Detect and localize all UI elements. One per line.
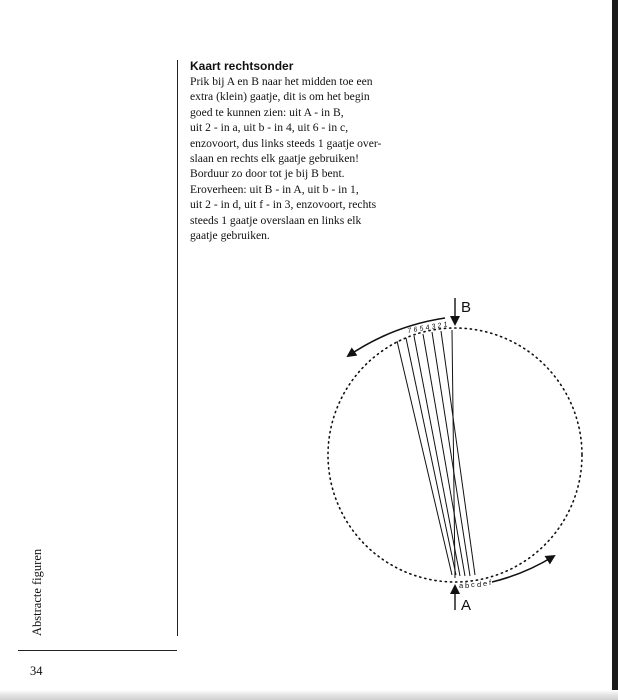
hole-label: 5 <box>418 325 425 333</box>
stitch-lines <box>397 330 475 578</box>
hole-label: 4 <box>424 324 431 332</box>
page-edge <box>612 0 618 700</box>
section-title: Abstracte figuren <box>30 548 44 636</box>
top-hole-labels <box>407 321 448 335</box>
stitch-diagram <box>320 290 600 620</box>
page-shadow <box>0 690 618 700</box>
bottom-hole-labels <box>459 578 492 590</box>
instruction-line: steeds 1 gaatje overslaan en links elk <box>190 213 362 227</box>
arrow-clockwise <box>492 556 554 582</box>
instruction-line: slaan en rechts elk gaatje gebruiken! <box>190 152 359 166</box>
label-b: B <box>461 299 472 316</box>
hole-label: f <box>489 578 492 587</box>
column-divider <box>177 60 178 636</box>
instruction-line: uit 2 - in a, uit b - in 4, uit 6 - in c, <box>190 121 349 135</box>
hole-label: 2 <box>436 322 443 330</box>
instruction-line: gaatje gebruiken. <box>190 229 270 243</box>
hole-label: 3 <box>430 323 437 331</box>
instruction-line: Eroverheen: uit B - in A, uit b - in 1, <box>190 182 359 196</box>
hole-label: e <box>483 579 488 588</box>
instruction-line: enzovoort, dus links steeds 1 gaatje over- <box>190 136 382 150</box>
hole-label: b <box>465 581 470 590</box>
instruction-line: Prik bij A en B naar het midden toe een <box>190 75 373 88</box>
hole-label: c <box>471 580 475 589</box>
hole-label: 7 <box>406 327 413 335</box>
instruction-line: goed te kunnen zien: uit A - in B, <box>190 105 344 119</box>
hole-label: d <box>477 580 482 589</box>
instruction-line: uit 2 - in d, uit f - in 3, enzovoort, rechts <box>190 198 377 212</box>
instruction-line: extra (klein) gaatje, dit is om het begin <box>190 90 370 104</box>
instructions-heading: Kaart rechtsonder <box>190 59 294 73</box>
hole-label: 1 <box>442 321 449 329</box>
instruction-line: Borduur zo door tot je bij B bent. <box>190 167 345 181</box>
hole-label: 6 <box>412 326 419 334</box>
hole-label: a <box>459 581 464 590</box>
footer-rule <box>18 650 177 651</box>
label-a: A <box>461 597 472 614</box>
instructions <box>190 58 430 243</box>
page-number: 34 <box>30 664 43 678</box>
